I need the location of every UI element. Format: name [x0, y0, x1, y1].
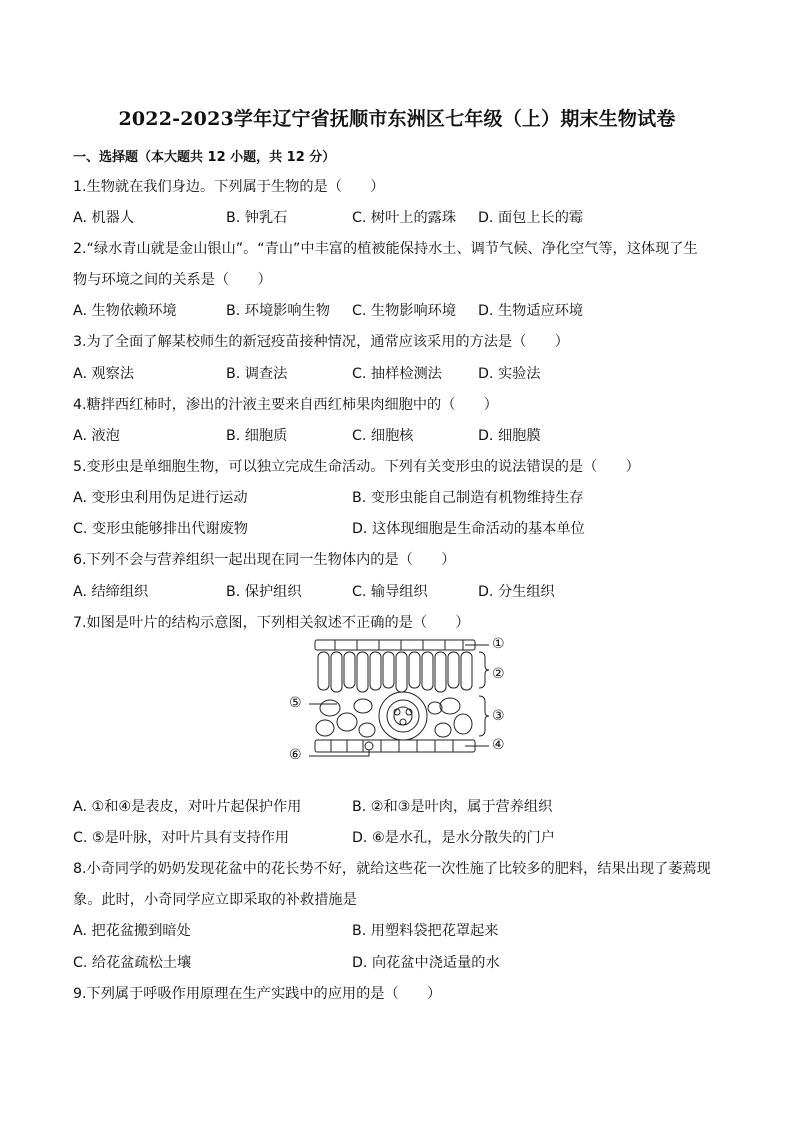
q8-option-d: D. 向花盆中浇适量的水: [352, 955, 500, 971]
q4-option-d: D. 细胞膜: [478, 428, 541, 444]
q1-option-a: A. 机器人: [73, 210, 135, 226]
q1-option-d: D. 面包上长的霉: [478, 210, 584, 226]
q2-option-b: B. 环境影响生物: [226, 303, 330, 319]
q1-option-b: B. 钟乳石: [226, 210, 288, 226]
q5-option-c: C. 变形虫能够排出代谢废物: [73, 521, 248, 537]
q7-option-d: D. ⑥是水孔，是水分散失的门户: [352, 830, 555, 846]
q7-option-b: B. ②和③是叶肉，属于营养组织: [352, 799, 553, 815]
q4-option-c: C. 细胞核: [352, 428, 414, 444]
q7-option-c: C. ⑤是叶脉，对叶片具有支持作用: [73, 830, 290, 846]
q2-option-a: A. 生物依赖环境: [73, 303, 177, 319]
figure-label-4: ④: [492, 737, 505, 753]
section-heading: 一、选择题（本大题共 12 小题，共 12 分）: [73, 150, 336, 165]
question-1-text: 1.生物就在我们身边。下列属于生物的是（ ）: [73, 179, 385, 195]
figure-label-5: ⑤: [289, 695, 302, 711]
q3-option-a: A. 观察法: [73, 366, 135, 382]
figure-label-3: ③: [492, 708, 505, 724]
q7-option-a: A. ①和④是表皮，对叶片起保护作用: [73, 799, 302, 815]
q2-option-c: C. 生物影响环境: [352, 303, 457, 319]
q6-option-c: C. 输导组织: [352, 584, 428, 600]
lower-epidermis: [315, 740, 475, 752]
q3-option-b: B. 调查法: [226, 366, 288, 382]
vein: [379, 692, 427, 740]
question-8-text-line1: 8.小奇同学的奶奶发现花盆中的花长势不好，就给这些花一次性施了比较多的肥料，结果出现了萎蔫现: [73, 861, 711, 877]
q1-option-c: C. 树叶上的露珠: [352, 210, 457, 226]
question-9-text: 9.下列属于呼吸作用原理在生产实践中的应用的是（ ）: [73, 986, 442, 1002]
q8-option-c: C. 给花盆疏松土壤: [73, 955, 192, 971]
question-2-text-line1: 2.“绿水青山就是金山银山”。“青山”中丰富的植被能保持水土、调节气候、净化空气等，这体现了生: [73, 241, 698, 257]
q6-option-d: D. 分生组织: [478, 584, 555, 600]
q4-option-b: B. 细胞质: [226, 428, 288, 444]
q8-option-b: B. 用塑料袋把花罩起来: [352, 923, 499, 939]
q5-option-b: B. 变形虫能自己制造有机物维持生存: [352, 490, 584, 506]
q5-option-d: D. 这体现细胞是生命活动的基本单位: [352, 521, 585, 537]
question-5-text: 5.变形虫是单细胞生物，可以独立完成生命活动。下列有关变形虫的说法错误的是（ ）: [73, 459, 640, 475]
question-8-text-line2: 象。此时，小奇同学应立即采取的补救措施是: [73, 892, 357, 908]
palisade-tissue: [318, 652, 472, 692]
q4-option-a: A. 液泡: [73, 428, 120, 444]
question-6-text: 6.下列不会与营养组织一起出现在同一生物体内的是（ ）: [73, 552, 456, 568]
q5-option-a: A. 变形虫利用伪足进行运动: [73, 490, 248, 506]
q2-option-d: D. 生物适应环境: [478, 303, 584, 319]
stoma: [365, 742, 373, 750]
question-4-text: 4.糖拌西红柿时，渗出的汁液主要来自西红柿果肉细胞中的（ ）: [73, 397, 498, 413]
upper-epidermis: [315, 640, 475, 650]
question-7-text: 7.如图是叶片的结构示意图，下列相关叙述不正确的是（ ）: [73, 615, 470, 631]
figure-label-2: ②: [492, 666, 505, 682]
q3-option-d: D. 实验法: [478, 366, 541, 382]
q8-option-a: A. 把花盆搬到暗处: [73, 923, 191, 939]
figure-label-6: ⑥: [289, 747, 302, 763]
q3-option-c: C. 抽样检测法: [352, 366, 442, 382]
q6-option-b: B. 保护组织: [226, 584, 302, 600]
leaf-structure-diagram: [285, 636, 510, 766]
question-3-text: 3.为了全面了解某校师生的新冠疫苗接种情况，通常应该采用的方法是（ ）: [73, 334, 569, 350]
page-title: 2022-2023学年辽宁省抚顺市东洲区七年级（上）期末生物试卷: [118, 108, 676, 130]
figure-label-1: ①: [492, 636, 505, 652]
q6-option-a: A. 结缔组织: [73, 584, 149, 600]
question-2-text-line2: 物与环境之间的关系是（ ）: [73, 272, 272, 288]
